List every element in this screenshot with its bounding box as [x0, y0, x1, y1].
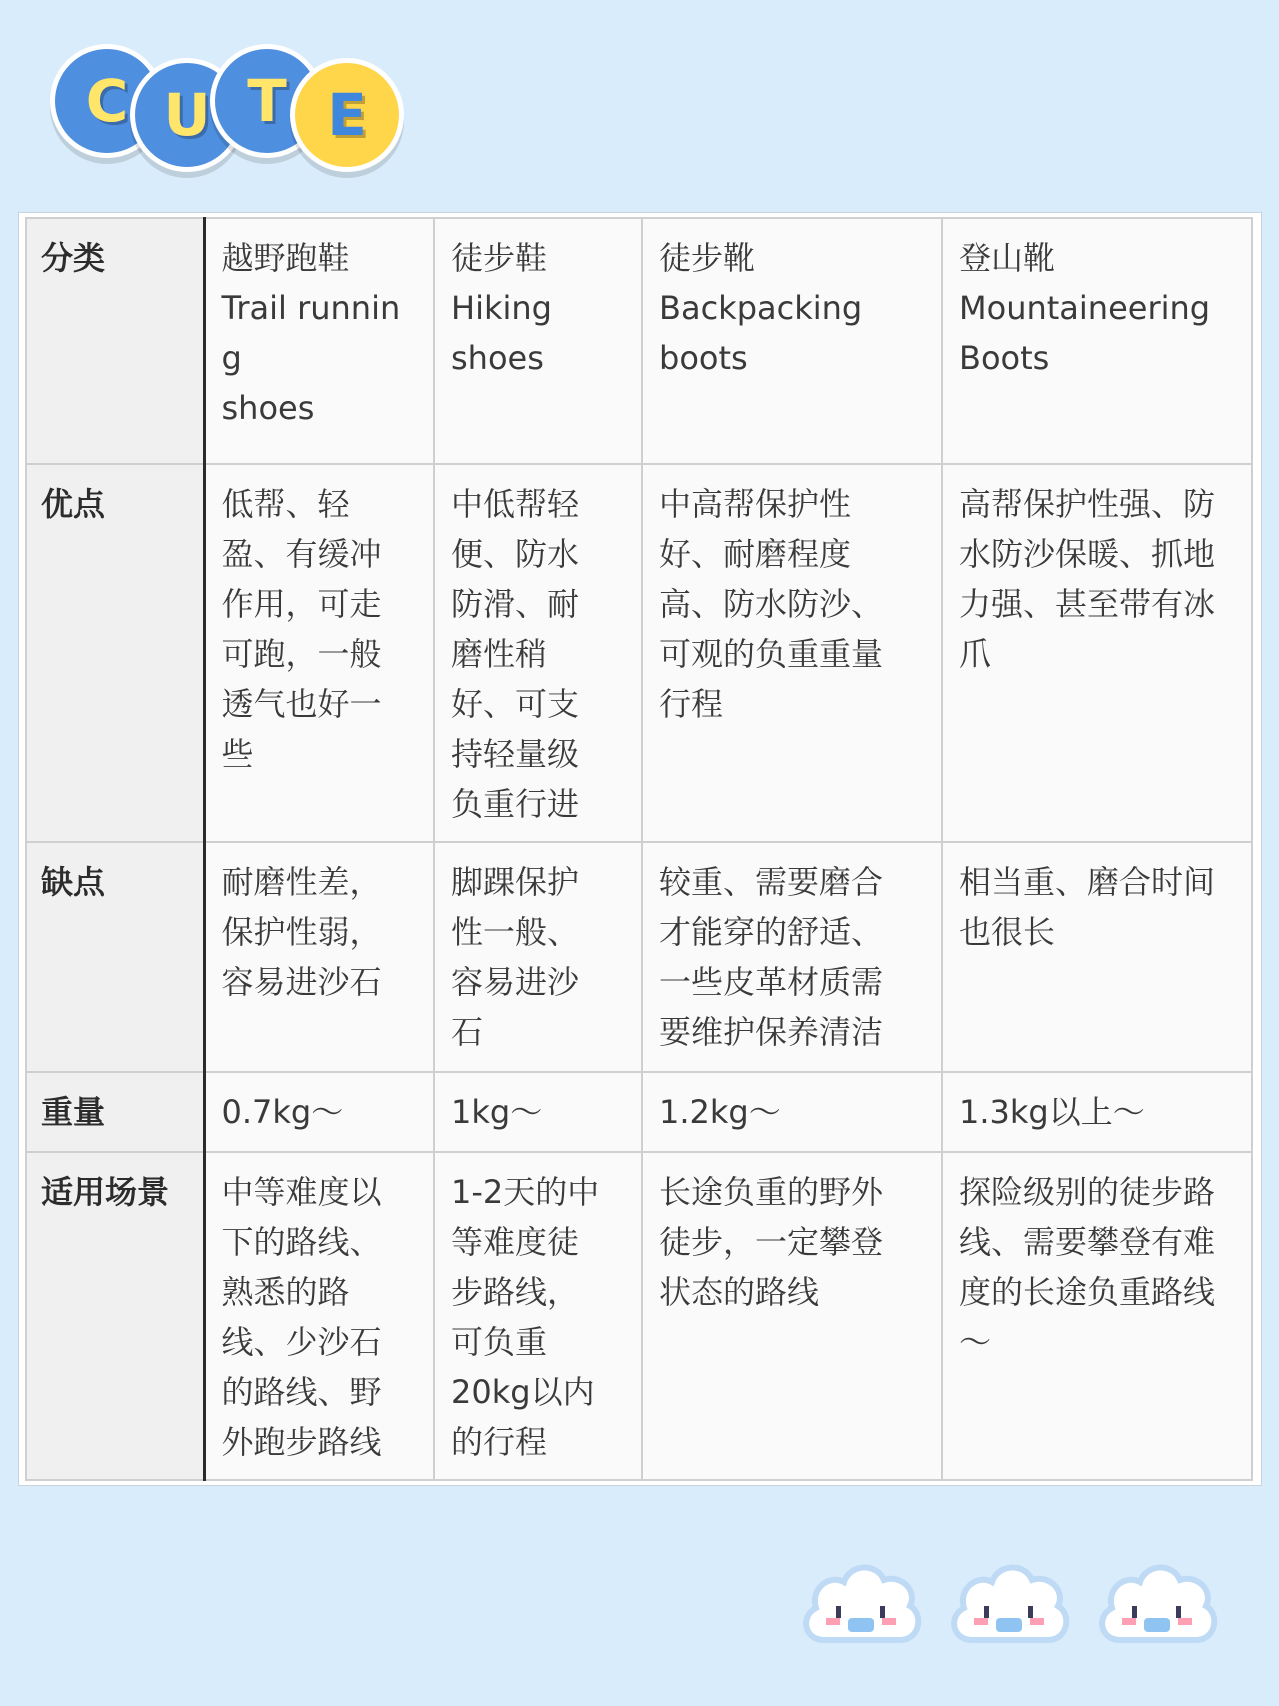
cell-pros: [642, 464, 942, 842]
cell-text-line: 性一般、: [451, 913, 580, 951]
cell-pros: [434, 464, 642, 842]
cell-text-line: 水防沙保暖、抓地: [959, 535, 1216, 573]
cell-text-line: 徒步靴: [659, 239, 756, 277]
cell-text-line: 耐磨性差，: [221, 863, 382, 901]
cell-text-line: 脚踝保护: [451, 863, 580, 901]
cell-text-line: shoes: [451, 339, 544, 377]
cell-text-line: 负重行进: [451, 785, 580, 823]
cell-text-line: 才能穿的舒适、: [659, 913, 884, 951]
cell-scenario: [204, 1152, 434, 1480]
cell-text-line: boots: [659, 339, 748, 377]
logo-letter-e: E: [290, 58, 404, 172]
cloud-face-icon: [796, 1544, 926, 1664]
cell-text-line: 盈、有缓冲: [221, 535, 382, 573]
cell-cons: [204, 842, 434, 1072]
row-cons: [26, 842, 1252, 1072]
cell-text-line: 一些皮革材质需: [659, 963, 884, 1001]
cell-text-line: 力强、甚至带有冰: [959, 585, 1216, 623]
cell-text-line: 可负重: [451, 1323, 548, 1361]
cell-cons: [942, 842, 1252, 1072]
cell-text-line: 线、少沙石: [221, 1323, 382, 1361]
cell-text-line: 行程: [659, 685, 724, 723]
row-label-pros: 优点: [26, 464, 204, 842]
cell-text-line: 的行程: [451, 1423, 548, 1461]
cell-text-line: 状态的路线: [659, 1273, 820, 1311]
cell-weight: [942, 1072, 1252, 1152]
row-category: [26, 218, 1252, 464]
cell-category: [642, 218, 942, 464]
cell-text-line: 容易进沙石: [221, 963, 382, 1001]
cell-text-line: 作用，可走: [221, 585, 382, 623]
cell-text-line: 徒步鞋: [451, 239, 548, 277]
cell-weight: [434, 1072, 642, 1152]
cell-text-line: 石: [451, 1013, 484, 1051]
cell-category: [434, 218, 642, 464]
cell-text-line: 度的长途负重路线: [959, 1273, 1216, 1311]
cell-text-line: 长途负重的野外: [659, 1173, 884, 1211]
cell-text-line: 1kg～: [451, 1093, 543, 1131]
cell-text-line: 好、耐磨程度: [659, 535, 852, 573]
cell-text-line: 中高帮保护性: [659, 485, 852, 523]
cell-scenario: [642, 1152, 942, 1480]
cell-weight: [642, 1072, 942, 1152]
cell-text-line: 好、可支: [451, 685, 580, 723]
cell-text-line: 熟悉的路: [221, 1273, 350, 1311]
cell-text-line: 便、防水: [451, 535, 580, 573]
row-scenario: [26, 1152, 1252, 1480]
cell-text-line: 磨性稍: [451, 635, 548, 673]
cell-text-line: Backpacking: [659, 289, 863, 327]
cell-text-line: 徒步，一定攀登: [659, 1223, 884, 1261]
cell-text-line: 防滑、耐: [451, 585, 580, 623]
cloud-stickers: [796, 1544, 1236, 1674]
cell-text-line: shoes: [221, 389, 315, 427]
cell-text-line: 外跑步路线: [221, 1423, 382, 1461]
hiking-footwear-table: [25, 217, 1253, 1481]
cell-text-line: 爪: [959, 635, 992, 673]
cell-text-line: 的路线、野: [221, 1373, 382, 1411]
cell-text-line: 中等难度以: [221, 1173, 382, 1211]
cell-text-line: 高帮保护性强、防: [959, 485, 1216, 523]
cell-text-line: 保护性弱，: [221, 913, 382, 951]
cell-pros: [942, 464, 1252, 842]
cell-text-line: 1.2kg～: [659, 1093, 781, 1131]
cell-text-line: 透气也好一: [221, 685, 382, 723]
logo-letter-t: T: [210, 44, 324, 158]
row-weight: [26, 1072, 1252, 1152]
row-label-scenario: 适用场景: [26, 1152, 204, 1480]
comparison-table-frame: [18, 212, 1262, 1486]
cell-text-line: 0.7kg～: [221, 1093, 344, 1131]
cell-text-line: 步路线，: [451, 1273, 580, 1311]
cell-scenario: [434, 1152, 642, 1480]
cell-text-line: Boots: [959, 339, 1050, 377]
cell-weight: [204, 1072, 434, 1152]
cell-text-line: 可观的负重重量: [659, 635, 884, 673]
row-label-category: 分类: [26, 218, 204, 464]
cell-text-line: 等难度徒: [451, 1223, 580, 1261]
cell-scenario: [942, 1152, 1252, 1480]
cute-logo: [50, 44, 390, 174]
cell-text-line: 1-2天的中: [451, 1173, 600, 1211]
cell-text-line: 持轻量级: [451, 735, 580, 773]
cell-text-line: 相当重、磨合时间: [959, 863, 1216, 901]
cell-cons: [434, 842, 642, 1072]
cell-text-line: 低帮、轻: [221, 485, 350, 523]
cell-text-line: 1.3kg以上～: [959, 1093, 1145, 1131]
cell-text-line: 登山靴: [959, 239, 1056, 277]
cell-category: [204, 218, 434, 464]
cell-text-line: Mountaineering: [959, 289, 1211, 327]
row-label-weight: 重量: [26, 1072, 204, 1152]
row-label-cons: 缺点: [26, 842, 204, 1072]
cell-text-line: 高、防水防沙、: [659, 585, 884, 623]
cell-text-line: 中低帮轻: [451, 485, 580, 523]
cloud-face-icon: [944, 1544, 1074, 1664]
cell-cons: [642, 842, 942, 1072]
cell-text-line: Trail running: [221, 289, 401, 377]
cell-text-line: 越野跑鞋: [221, 239, 350, 277]
cell-text-line: 也很长: [959, 913, 1056, 951]
cell-text-line: Hiking: [451, 289, 552, 327]
cloud-face-icon: [1092, 1544, 1222, 1664]
cell-text-line: 可跑，一般: [221, 635, 382, 673]
cell-text-line: 容易进沙: [451, 963, 580, 1001]
cell-text-line: ～: [959, 1323, 992, 1361]
cell-text-line: 线、需要攀登有难: [959, 1223, 1216, 1261]
logo-letter-u: U: [130, 58, 244, 172]
cell-text-line: 些: [221, 735, 254, 773]
cell-text-line: 探险级别的徒步路: [959, 1173, 1216, 1211]
logo-letter-c: C: [50, 44, 164, 158]
cell-text-line: 下的路线、: [221, 1223, 382, 1261]
cell-pros: [204, 464, 434, 842]
cell-text-line: 20kg以内: [451, 1373, 595, 1411]
cell-category: [942, 218, 1252, 464]
cell-text-line: 要维护保养清洁: [659, 1013, 884, 1051]
row-pros: [26, 464, 1252, 842]
cell-text-line: 较重、需要磨合: [659, 863, 884, 901]
